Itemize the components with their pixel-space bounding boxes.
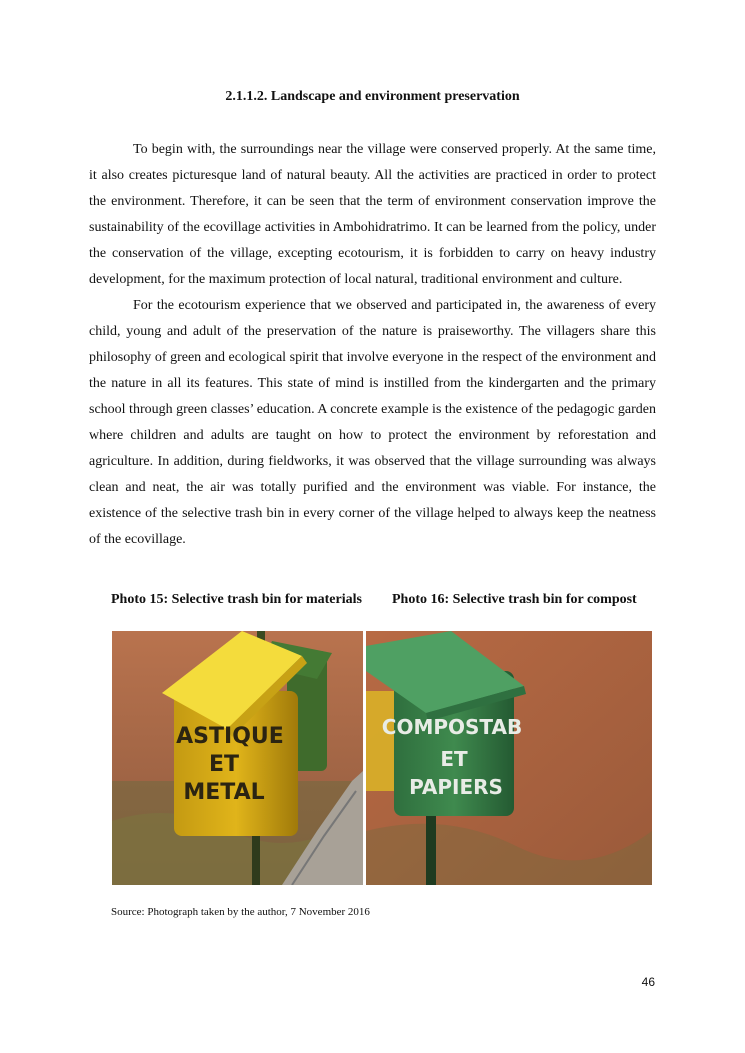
caption-photo-16: Photo 16: Selective trash bin for compost	[392, 592, 637, 607]
green-bin-label-2: ET	[440, 747, 468, 771]
photo-source: Source: Photograph taken by the author, 7 November 2016	[111, 906, 370, 918]
yellow-bin-label-2: ET	[208, 752, 240, 777]
paragraph-1: To begin with, the surroundings near the village were conserved properly. At the same time, it also creates picturesque land of natural beauty. All the activities are practiced in order to protect the environment. Therefore, it can be seen that the term of environment conservation improve the sustainability of the ecovillage activities in Ambohidratrimo. It can be learned from the policy, under the conservation of the village, excepting ecotourism, it is forbidden to carry on heavy industry development, for the maximum protection of local natural, traditional environment and culture.	[89, 142, 656, 287]
photo-15-yellow-trash-bin	[112, 631, 363, 885]
green-bin-label-1: COMPOSTAB	[381, 715, 523, 739]
paragraph-2: For the ecotourism experience that we observed and participated in, the awareness of every child, young and adult of the preservation of the nature is praiseworthy. The villagers share this philosophy of green and ecological spirit that involve everyone in the respect of the environment and the nature in all its features. This state of mind is instilled from the kindergarten and the primary school through green classes’ education. A concrete example is the existence of the pedagogic garden where children and adults are taught on how to protect the environment by reforestation and agriculture. In addition, during fieldworks, it was observed that the village surrounding was always clean and neat, the air was totally purified and the environment was viable. For instance, the existence of the selective trash bin in every corner of the village helped to always keep the neatness of the ecovillage.	[89, 298, 656, 547]
green-bin-label-3: PAPIERS	[409, 775, 503, 799]
yellow-bin-label-3: METAL	[183, 780, 265, 805]
yellow-bin-label-1: ASTIQUE	[176, 724, 284, 749]
page-number: 46	[641, 975, 655, 989]
caption-photo-15: Photo 15: Selective trash bin for materials	[111, 592, 362, 607]
section-heading: 2.1.1.2. Landscape and environment preservation	[225, 89, 520, 104]
photo-16-green-trash-bin	[366, 631, 652, 885]
body-text	[89, 137, 656, 553]
